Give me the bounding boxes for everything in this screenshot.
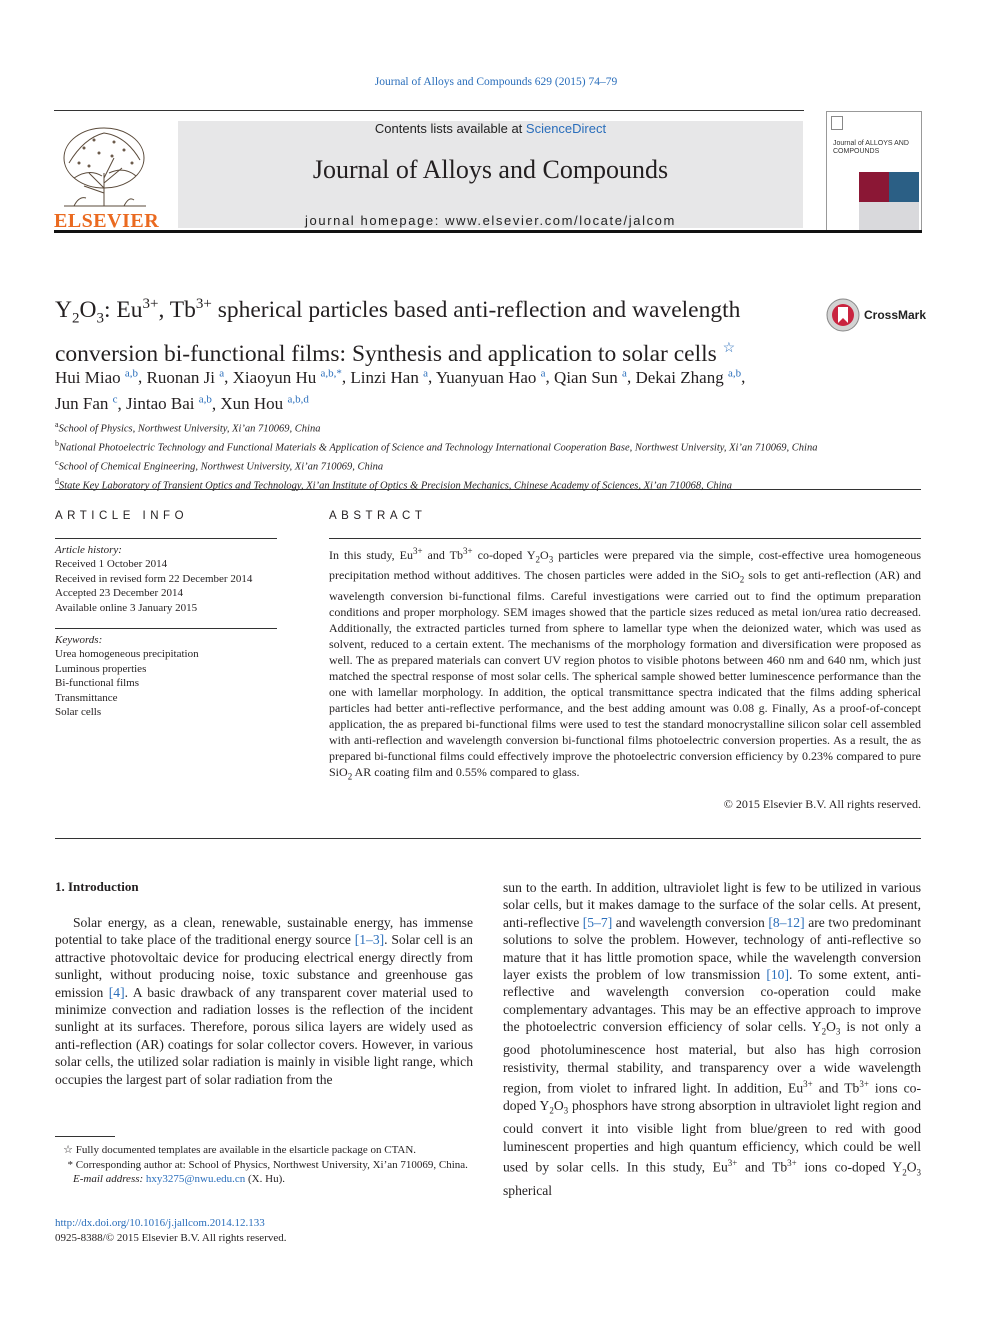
title-o: O: [79, 296, 97, 323]
author-name: Qian Sun: [554, 367, 618, 387]
header-rule-top: [54, 110, 804, 111]
keyword: Bi-functional films: [55, 677, 140, 690]
affiliation: [55, 456, 935, 475]
author-name: Jun Fan: [55, 394, 109, 414]
author-name: Jintao Bai: [126, 394, 195, 414]
divider: [55, 628, 277, 629]
contents-prefix: Contents lists available at: [374, 121, 526, 136]
article-info-heading: ARTICLE INFO: [55, 510, 189, 522]
title-sub-3: 3: [96, 310, 104, 327]
author[interactable]: [55, 394, 118, 413]
author-affiliation-marker: a,b,d: [287, 393, 309, 406]
title-sup-eu: 3+: [142, 296, 159, 312]
keywords: [55, 633, 277, 719]
keyword: Solar cells: [55, 706, 102, 719]
author[interactable]: [126, 394, 212, 413]
author-affiliation-marker: c: [112, 393, 118, 406]
history-item: Available online 3 January 2015: [55, 601, 198, 614]
citation-link[interactable]: [4]: [108, 984, 125, 1000]
author[interactable]: [220, 394, 308, 413]
citation-link[interactable]: [10]: [766, 967, 789, 983]
cover-block-red: [859, 172, 889, 202]
section-heading-introduction: 1. Introduction: [55, 879, 139, 894]
author-affiliation-marker: a,b: [198, 393, 212, 406]
divider: [55, 489, 921, 490]
author[interactable]: [55, 368, 138, 387]
article-title: [55, 290, 810, 368]
author-affiliation-marker: a,b: [727, 367, 742, 379]
article-history: [55, 543, 277, 615]
author-affiliation-marker: a: [219, 367, 225, 379]
footnote-star: ☆ Fully documented templates are available in the elsarticle package on CTAN.: [63, 1144, 417, 1156]
journal-cover-thumbnail[interactable]: [826, 111, 922, 231]
journal-citation[interactable]: Journal of Alloys and Compounds 629 (2015) 74–79: [374, 76, 618, 88]
keywords-label: Keywords:: [55, 634, 103, 646]
footnote-rule: [55, 1136, 115, 1137]
keyword: Luminous properties: [55, 662, 147, 675]
history-item: Received 1 October 2014: [55, 558, 168, 571]
author[interactable]: [233, 368, 342, 387]
author[interactable]: [635, 368, 741, 387]
elsevier-wordmark: ELSEVIER: [54, 210, 160, 232]
affiliation-key: a: [55, 420, 59, 429]
affiliation: [55, 418, 935, 437]
citation-link[interactable]: [8–12]: [768, 914, 805, 930]
affiliation-text: School of Chemical Engineering, Northwest University, Xi’an 710069, China: [58, 461, 384, 473]
sciencedirect-link[interactable]: ScienceDirect: [525, 121, 607, 136]
author-name: Ruonan Ji: [146, 367, 216, 387]
email-label: E-mail address:: [73, 1173, 144, 1185]
keyword: Transmittance: [55, 691, 118, 704]
footnote-corresponding: * Corresponding author at: School of Physics, Northwest University, Xi’an 710069, China.: [67, 1158, 468, 1171]
author-name: Hui Miao: [55, 367, 121, 387]
crossmark-label: CrossMark: [864, 308, 927, 322]
journal-title: Journal of Alloys and Compounds: [312, 155, 669, 184]
author-name: Xun Hou: [220, 394, 284, 414]
divider: [55, 538, 277, 539]
intro-left-column: Solar energy, as a clean, renewable, sustainable energy, has immense potential to take place of the traditional energy source [1–3]. Solar cell is an attractive photovoltaic device for producing electrical energy directly from sunlight, without producing noise, toxic substance and greenhouse gas emission [4]. A basic drawback of any transparent cover material used to minimize convection and radiation losses is the reflection of the incident sunlight at its surfaces. Therefore, porous silica layers are widely used as anti-reflection (AR) coatings for solar collector covers. However, in various solar cells, the utilized solar radiation is mainly in visible light range, which occupies the largest part of solar radiation from the: [55, 915, 474, 1087]
cover-text: Journal of ALLOYS AND COMPOUNDS: [833, 140, 909, 155]
divider: [329, 538, 921, 539]
history-item: Accepted 23 December 2014: [55, 587, 183, 600]
author-name: Yuanyuan Hao: [435, 367, 537, 387]
doi-block: [55, 1216, 287, 1245]
footnotes: [55, 1143, 473, 1187]
affiliation-key: d: [55, 477, 59, 486]
abstract-heading: ABSTRACT: [329, 510, 427, 522]
author-affiliation-marker: a,b,*: [320, 367, 342, 379]
footnote-email: [55, 1172, 473, 1187]
affiliation-key: c: [55, 458, 59, 467]
contents-line: [178, 121, 803, 136]
author[interactable]: [554, 368, 627, 387]
intro-right-column: sun to the earth. In addition, ultraviolet light is few to be utilized in various solar cells, but it makes damage to the surface of the solar cells. At present, anti-reflective [5–7] and wavelength conversion [8–12] are two predominant solutions to solve the problem. However, technology of anti-reflective so mature that it has little promotion space, while the wavelength conversion layer exists the problem of low transmission [10]. To some extent, anti-reflective and wavelength conversion co-operation could make complementary advantages. This may be an effective approach to improve the photoelectric conversion efficiency of solar cells. $Y_2O_3$ is not only a good photoluminescence host material, but also has high corrosion resistivity, thermal stability, and transparency over a wide wavelength region, from violet to infrared light. In addition, $Eu^{3+}$ and $Tb^{3+}$ ions co-doped $Y_2O_3$ phosphors have strong absorption in ultraviolet light region and could convert it into visible light from blue/green to red with good luminescent properties and high quantum efficiency, which could be well used by solar cells. In this study, $Eu^{3+}$ and $Tb^{3+}$ ions co-doped $Y_2O_3$ spherical: [503, 880, 922, 1198]
author-list: Hui Miao $^{a,b}$, Ruonan Ji $^a$, Xiaoyun Hu $^{a,b,*}$, Linzi Han $^a$, Yuanyuan Hao $^a$, Qian Sun $^a$, Dekai Zhang $^{a,b}$, Jun Fan $^c$, Jintao Bai $^{a,b}$, Xun Hou $^{a,b,d}$: [55, 367, 746, 414]
author-name: Dekai Zhang: [635, 367, 724, 387]
affiliation-text: State Key Laboratory of Transient Optics and Technology, Xi’an Institute of Optics & Precision Mechanics, Chinese Academy of Sciences, Xi’an 710068, China: [59, 480, 732, 492]
issn-line: 0925-8388/© 2015 Elsevier B.V. All rights reserved.: [55, 1231, 287, 1244]
affiliation: [55, 475, 935, 494]
history-item: Received in revised form 22 December 2014: [55, 572, 253, 585]
affiliation-text: National Photoelectric Technology and Functional Materials & Application of Science and Technology International Cooperation Base, Northwest University, Xi’an 710069, China: [59, 442, 818, 454]
author-affiliation-marker: a: [423, 367, 428, 379]
history-label: Article history:: [55, 544, 122, 556]
author-affiliation-marker: a,b: [124, 367, 139, 379]
title-sup-tb: 3+: [195, 296, 212, 312]
affiliation-key: b: [55, 439, 59, 448]
citation-link[interactable]: [5–7]: [582, 914, 613, 930]
author[interactable]: [436, 368, 546, 387]
title-eu: : Eu: [103, 296, 143, 323]
footnote-corresponding-text: Corresponding author at: School of Physics, Northwest University, Xi’an 710069, China.: [75, 1158, 468, 1171]
abstract-text: In this study, $Eu^{3+}$ and $Tb^{3+}$ co-doped $Y_2O_3$ particles were prepared via the simple, cost-effective urea homogeneous precipitation method without additives. The chosen particles were added in the SiO$_2$ sols to get anti-reflection (AR) and wavelength conversion bi-functional films. Careful investigations were carried out to find the optimum preparation conditions and proper morphology. SEM images showed that the particle sizes reduced as metal ion/urea ratio decreased. Additionally, the extracted particles turned from sphere to lamellar type when the deionized water, which was used as solvent, reduced to a certain extent. The mechanisms of the morphology formation and diversification were proposed as well. The as prepared materials can convert UV region photos to visible photons between 460 nm and 640 nm, which just matched the spectral response of most solar cells. The spherical sample showed better luminescence performance than the one with lamellar morphology. In addition, the optical transmittance spectra indicated that the films adding spherical particles had better anti-reflective performance, and the best adding amount was 0.08 g. Finally, As a proof-of-concept application, the as prepared bi-functional films were used to test the standard monocrystalline silicon solar cell assembled with anti-reflection and wavelength conversion bi-functional films photoelectric conversion properties. As a result, the as prepared bi-functional films could effectively improve the photoelectric conversion efficiency by 0.23% compared to pure SiO$_2$ AR coating film and 0.55% compared to glass.: [329, 546, 921, 782]
author-affiliation-marker: a: [540, 367, 546, 379]
doi-link[interactable]: http://dx.doi.org/10.1016/j.jallcom.2014.12.133: [55, 1217, 265, 1229]
divider: [55, 838, 921, 839]
crossmark-icon: [826, 298, 860, 332]
title-sub-2: 2: [71, 310, 80, 327]
affiliation: [55, 437, 935, 456]
title-y: Y: [55, 296, 72, 323]
abstract-copyright: © 2015 Elsevier B.V. All rights reserved.: [723, 797, 921, 811]
cover-block-blue: [889, 172, 919, 202]
citation-link[interactable]: [1–3]: [354, 932, 385, 948]
email-link[interactable]: hxy3275@nwu.edu.cn: [145, 1173, 246, 1185]
title-tb: , Tb: [158, 296, 196, 323]
affiliations: [55, 418, 935, 494]
author[interactable]: [350, 368, 428, 387]
author[interactable]: [147, 368, 225, 387]
title-line1-rest: spherical particles based anti-reflection and wavelength: [211, 296, 741, 323]
journal-homepage[interactable]: journal homepage: www.elsevier.com/locate/jalcom: [305, 213, 676, 228]
author-name: Xiaoyun Hu: [232, 367, 317, 387]
title-footnote-star[interactable]: ☆: [722, 340, 736, 356]
author-affiliation-marker: a: [622, 367, 627, 379]
footnote-star-text: Fully documented templates are available in the elsarticle package on CTAN.: [75, 1144, 417, 1156]
author-name: Linzi Han: [350, 367, 419, 387]
cover-logo-icon: [831, 116, 843, 130]
email-suffix: (X. Hu).: [248, 1173, 285, 1185]
header-rule-bottom: [54, 230, 922, 233]
affiliation-text: School of Physics, Northwest University, Xi’an 710069, China: [58, 423, 321, 435]
crossmark-badge[interactable]: [826, 298, 926, 334]
keyword: Urea homogeneous precipitation: [55, 648, 199, 661]
cover-block-grey: [859, 202, 919, 230]
title-line2: conversion bi-functional films: Synthesis and application to solar cells: [55, 340, 717, 367]
